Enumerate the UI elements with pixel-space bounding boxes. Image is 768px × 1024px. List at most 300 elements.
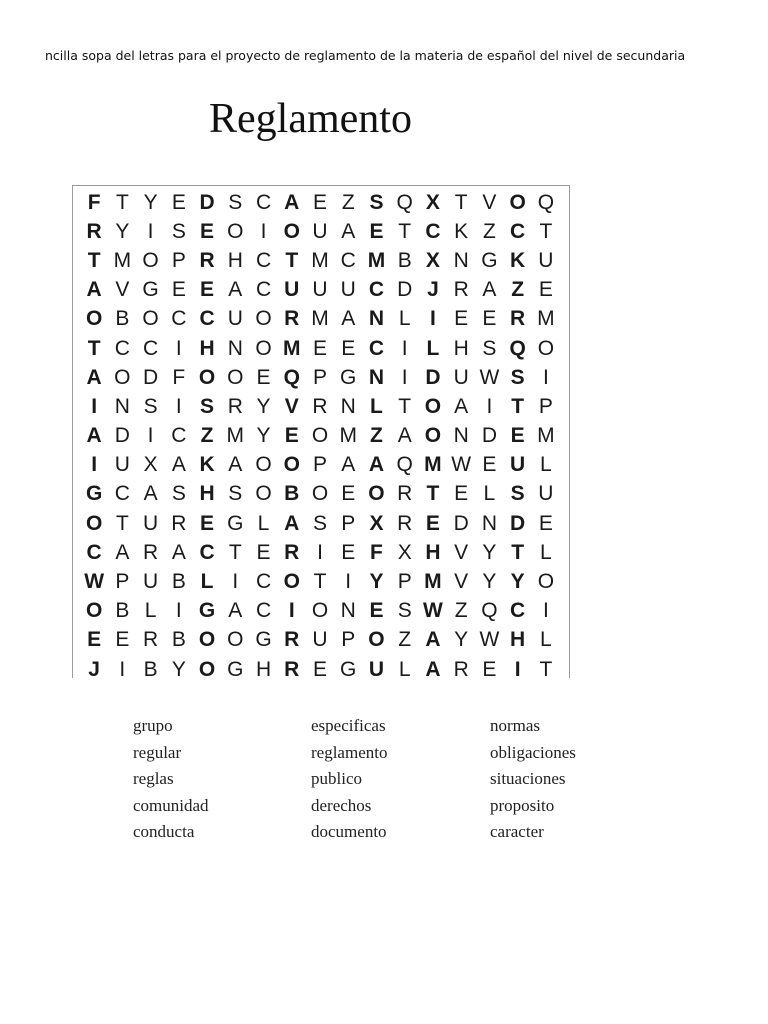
grid-letter: A	[171, 540, 186, 564]
grid-letter: T	[511, 394, 525, 418]
grid-letter: A	[341, 453, 356, 477]
grid-letter: P	[538, 394, 553, 418]
grid-letter: G	[481, 248, 498, 272]
grid-letter: Z	[454, 599, 468, 623]
grid-letter: T	[87, 248, 101, 272]
grid-letter: R	[284, 628, 300, 652]
grid-letter: W	[84, 570, 105, 594]
grid-letter: T	[313, 570, 327, 594]
grid-letter: S	[510, 482, 525, 506]
grid-letter: A	[454, 394, 469, 418]
grid-letter: I	[401, 336, 408, 360]
grid-letter: V	[482, 190, 497, 214]
grid-letter: R	[284, 657, 300, 681]
grid-letter: I	[147, 219, 154, 243]
grid-letter: E	[171, 190, 186, 214]
grid-letter: X	[369, 511, 384, 535]
grid-letter: C	[510, 219, 526, 243]
grid-letter: G	[255, 628, 272, 652]
grid-letter: E	[482, 453, 497, 477]
grid-letter: N	[368, 307, 385, 331]
grid-letter: P	[312, 453, 327, 477]
grid-letter: R	[397, 511, 413, 535]
grid-row	[80, 567, 560, 596]
grid-letter: L	[398, 657, 411, 681]
word-item: reglamento	[311, 742, 388, 762]
word-item: derechos	[311, 795, 372, 815]
grid-letter: O	[311, 599, 329, 623]
grid-letter: R	[171, 511, 187, 535]
grid-letter: X	[425, 190, 440, 214]
grid-letter: Y	[369, 570, 384, 594]
grid-letter: V	[115, 278, 130, 302]
grid-letter: O	[227, 365, 244, 389]
grid-row	[80, 188, 560, 217]
grid-letter: T	[115, 190, 129, 214]
grid-letter: O	[198, 628, 216, 652]
grid-letter: A	[284, 511, 300, 535]
grid-letter: D	[481, 424, 497, 448]
grid-letter: I	[91, 394, 98, 418]
word-item: situaciones	[490, 769, 566, 788]
grid-letter: M	[311, 248, 329, 272]
grid-letter: X	[397, 540, 412, 564]
grid-letter: H	[425, 540, 441, 564]
word-item: publico	[311, 769, 362, 788]
grid-letter: E	[200, 278, 215, 302]
word-item: reglas	[133, 769, 174, 788]
grid-letter: O	[142, 307, 159, 331]
word-item: caracter	[490, 822, 544, 841]
grid-row	[80, 363, 560, 392]
grid-letter: H	[255, 657, 272, 681]
word-item: regular	[133, 742, 182, 762]
grid-letter: P	[341, 511, 356, 535]
grid-letter: Y	[510, 570, 525, 594]
grid-letter: I	[542, 365, 549, 389]
grid-letter: O	[255, 482, 272, 506]
grid-letter: O	[198, 365, 216, 389]
grid-letter: M	[339, 424, 357, 448]
grid-letter: D	[114, 424, 130, 448]
grid-letter: U	[538, 482, 554, 506]
grid-letter: Q	[481, 599, 498, 623]
grid-letter: V	[454, 570, 469, 594]
grid-letter: T	[454, 190, 468, 214]
grid-letter: S	[200, 394, 215, 418]
grid-letter: K	[199, 453, 215, 477]
grid-letter: W	[479, 365, 500, 389]
grid-letter: A	[228, 599, 243, 623]
grid-letter: O	[85, 599, 103, 623]
word-item: comunidad	[133, 795, 209, 815]
word-column-3	[490, 713, 576, 846]
grid-letter: K	[510, 248, 526, 272]
grid-letter: O	[255, 453, 272, 477]
grid-row	[80, 276, 560, 305]
grid-letter: C	[255, 278, 272, 302]
grid-letter: F	[172, 365, 186, 389]
grid-letter: N	[340, 394, 356, 418]
grid-row	[80, 597, 560, 626]
grid-letter: O	[255, 336, 272, 360]
grid-letter: Q	[396, 190, 413, 214]
grid-letter: N	[453, 248, 469, 272]
grid-letter: C	[199, 540, 215, 564]
page-caption: ncilla sopa del letras para el proyecto de reglamento de la materia de español del nivel de secundaria	[45, 48, 686, 63]
word-item: obligaciones	[490, 742, 576, 762]
grid-letter: Z	[370, 424, 383, 448]
grid-letter: L	[426, 336, 440, 360]
grid-letter: X	[425, 248, 440, 272]
grid-letter: H	[199, 336, 215, 360]
grid-letter: A	[86, 278, 102, 302]
grid-letter: A	[228, 278, 243, 302]
grid-letter: C	[340, 248, 356, 272]
grid-letter: O	[311, 424, 329, 448]
grid-letter: W	[423, 599, 443, 623]
grid-letter: C	[255, 570, 272, 594]
grid-letter: E	[200, 511, 215, 535]
grid-letter: C	[255, 190, 272, 214]
grid-letter: A	[425, 628, 441, 652]
grid-letter: G	[85, 482, 103, 506]
grid-letter: T	[398, 394, 412, 418]
grid-letter: L	[540, 628, 552, 652]
grid-letter: O	[255, 307, 272, 331]
grid-letter: A	[397, 424, 412, 448]
grid-letter: J	[427, 278, 439, 302]
grid-letter: B	[284, 482, 300, 506]
grid-letter: B	[143, 657, 158, 681]
grid-letter: T	[426, 482, 440, 506]
word-item: especificas	[311, 716, 386, 735]
grid-letter: S	[171, 219, 186, 243]
grid-letter: E	[341, 336, 356, 360]
grid-letter: Q	[509, 336, 526, 360]
grid-letter: D	[143, 365, 159, 389]
grid-letter: O	[311, 482, 329, 506]
grid-row	[80, 480, 560, 509]
grid-letter: F	[370, 540, 383, 564]
grid-letter: E	[538, 278, 553, 302]
grid-letter: L	[144, 599, 157, 623]
grid-letter: B	[115, 307, 130, 331]
grid-letter: E	[256, 540, 271, 564]
grid-letter: L	[483, 482, 496, 506]
grid-letter: D	[397, 278, 413, 302]
grid-letter: E	[369, 599, 384, 623]
grid-letter: E	[538, 511, 553, 535]
grid-letter: R	[453, 278, 469, 302]
grid-letter: B	[171, 628, 186, 652]
grid-letter: A	[341, 219, 356, 243]
grid-row	[80, 655, 560, 684]
grid-letter: C	[171, 424, 187, 448]
grid-letter: S	[143, 394, 158, 418]
word-item: conducta	[133, 822, 195, 841]
grid-letter: A	[143, 482, 158, 506]
grid-letter: O	[368, 628, 385, 652]
grid-letter: E	[312, 190, 327, 214]
grid-letter: L	[540, 540, 552, 564]
grid-row	[80, 392, 560, 421]
grid-letter: O	[227, 219, 244, 243]
grid-row	[80, 451, 560, 480]
grid-letter: Y	[115, 219, 130, 243]
grid-letter: U	[538, 248, 554, 272]
grid-letter: O	[424, 424, 442, 448]
grid-letter: Z	[398, 628, 412, 652]
grid-letter: R	[453, 657, 469, 681]
grid-letter: I	[119, 657, 126, 681]
grid-letter: I	[401, 365, 408, 389]
grid-letter: U	[340, 278, 356, 302]
grid-letter: Q	[396, 453, 413, 477]
grid-letter: E	[312, 657, 327, 681]
grid-letter: U	[368, 657, 385, 681]
grid-row	[80, 305, 560, 334]
grid-letter: O	[283, 570, 300, 594]
grid-letter: U	[312, 219, 328, 243]
grid-letter: Y	[143, 190, 158, 214]
grid-letter: H	[510, 628, 526, 652]
grid-letter: U	[453, 365, 469, 389]
grid-letter: E	[482, 657, 497, 681]
grid-letter: C	[199, 307, 215, 331]
grid-letter: H	[227, 248, 243, 272]
word-item: grupo	[133, 716, 173, 735]
grid-letter: E	[312, 336, 327, 360]
grid-letter: A	[425, 657, 441, 681]
grid-letter: N	[114, 394, 130, 418]
grid-letter: X	[143, 453, 158, 477]
grid-letter: I	[486, 394, 493, 418]
grid-letter: O	[424, 394, 442, 418]
grid-letter: S	[482, 336, 497, 360]
grid-letter: C	[510, 599, 526, 623]
grid-letter: M	[283, 336, 301, 360]
grid-letter: C	[425, 219, 441, 243]
grid-letter: I	[430, 307, 436, 331]
grid-letter: A	[115, 540, 130, 564]
grid-letter: T	[539, 657, 553, 681]
word-list	[0, 713, 768, 853]
grid-letter: I	[91, 453, 98, 477]
grid-letter: O	[114, 365, 131, 389]
grid-letter: E	[115, 628, 130, 652]
grid-letter: P	[171, 248, 186, 272]
grid-letter: T	[511, 540, 525, 564]
grid-letter: Y	[482, 540, 497, 564]
grid-letter: C	[255, 248, 272, 272]
grid-letter: U	[227, 307, 243, 331]
grid-letter: M	[537, 424, 555, 448]
grid-letter: M	[367, 248, 386, 272]
grid-letter: G	[340, 657, 357, 681]
grid-letter: G	[227, 511, 244, 535]
grid-letter: I	[542, 599, 549, 623]
grid-letter: Q	[537, 190, 555, 214]
word-item: documento	[311, 822, 387, 841]
grid-letter: K	[454, 219, 469, 243]
grid-letter: B	[171, 570, 186, 594]
grid-letter: L	[540, 453, 552, 477]
grid-letter: R	[199, 248, 215, 272]
grid-letter: E	[454, 482, 469, 506]
grid-letter: T	[228, 540, 242, 564]
grid-letter: Z	[200, 424, 214, 448]
grid-letter: B	[397, 248, 412, 272]
grid-letter: S	[397, 599, 412, 623]
grid-letter: P	[341, 628, 356, 652]
grid-row	[80, 334, 560, 363]
grid-letter: I	[345, 570, 352, 594]
grid-letter: T	[398, 219, 412, 243]
grid-letter: L	[257, 511, 270, 535]
grid-letter: I	[147, 424, 154, 448]
grid-letter: L	[370, 394, 383, 418]
grid-letter: I	[514, 657, 521, 681]
grid-letter: P	[312, 365, 327, 389]
grid-letter: U	[143, 511, 159, 535]
grid-row	[80, 538, 560, 567]
word-column-1	[133, 713, 209, 846]
grid-letter: R	[227, 394, 243, 418]
grid-letter: S	[369, 190, 384, 214]
grid-letter: R	[284, 307, 300, 331]
grid-letter: S	[312, 511, 327, 535]
grid-letter: O	[537, 570, 555, 594]
grid-letter: Y	[171, 657, 186, 681]
grid-letter: W	[479, 628, 500, 652]
grid-letter: T	[285, 248, 299, 272]
grid-letter: O	[198, 657, 216, 681]
grid-letter: M	[424, 570, 442, 594]
grid-letter: C	[114, 482, 130, 506]
grid-letter: Z	[341, 190, 355, 214]
grid-letter: M	[113, 248, 132, 272]
word-item: proposito	[490, 795, 555, 815]
grid-letter: E	[87, 628, 102, 652]
grid-letter: P	[397, 570, 412, 594]
grid-letter: E	[425, 511, 440, 535]
grid-letter: O	[509, 190, 526, 214]
grid-letter: C	[368, 278, 385, 302]
grid-letter: P	[115, 570, 130, 594]
grid-letter: A	[228, 453, 243, 477]
grid-letter: F	[87, 190, 101, 214]
grid-letter: O	[85, 307, 103, 331]
grid-letter: I	[317, 540, 323, 564]
grid-letter: S	[228, 482, 243, 506]
grid-letter: N	[453, 424, 469, 448]
grid-letter: E	[341, 482, 356, 506]
grid-letter: O	[283, 453, 300, 477]
grid-letter: O	[368, 482, 385, 506]
grid-letter: G	[198, 599, 216, 623]
grid-letter: I	[175, 336, 182, 360]
grid-letter: R	[510, 307, 526, 331]
grid-letter: B	[115, 599, 130, 623]
grid-letter: E	[256, 365, 271, 389]
grid-letter: R	[86, 219, 102, 243]
grid-letter: I	[260, 219, 267, 243]
grid-letter: U	[312, 278, 328, 302]
grid-letter: Z	[482, 219, 496, 243]
grid-letter: O	[227, 628, 244, 652]
grid-letter: A	[284, 190, 300, 214]
grid-letter: H	[453, 336, 469, 360]
grid-letter: G	[227, 657, 244, 681]
grid-letter: U	[312, 628, 328, 652]
grid-row	[80, 626, 560, 655]
grid-letter: U	[284, 278, 300, 302]
grid-letter: O	[283, 219, 300, 243]
grid-letter: N	[340, 599, 356, 623]
grid-letter: T	[539, 219, 553, 243]
grid-letter: N	[368, 365, 385, 389]
grid-letter: E	[510, 424, 525, 448]
grid-letter: D	[510, 511, 526, 535]
grid-letter: R	[143, 628, 159, 652]
grid-letter: N	[481, 511, 497, 535]
grid-letter: A	[341, 307, 356, 331]
grid-letter: R	[143, 540, 159, 564]
grid-letter: S	[171, 482, 186, 506]
grid-letter: R	[284, 540, 300, 564]
grid-letter: Z	[511, 278, 525, 302]
grid-letter: G	[142, 278, 159, 302]
grid-letter: L	[200, 570, 214, 594]
grid-letter: V	[284, 394, 299, 418]
grid-letter: L	[398, 307, 411, 331]
grid-letter: S	[510, 365, 525, 389]
grid-letter: A	[368, 453, 385, 477]
grid-letter: E	[341, 540, 356, 564]
grid-row	[80, 509, 560, 538]
grid-letter: A	[171, 453, 186, 477]
grid-letter: C	[368, 336, 385, 360]
puzzle-title: Reglamento	[209, 96, 412, 142]
grid-letter: Q	[283, 365, 300, 389]
grid-letter: H	[199, 482, 215, 506]
grid-letter: A	[86, 365, 102, 389]
grid-letter: R	[397, 482, 413, 506]
grid-letter: C	[171, 307, 187, 331]
grid-letter: D	[425, 365, 441, 389]
grid-letter: T	[87, 336, 101, 360]
grid-letter: U	[143, 570, 159, 594]
grid-letter: C	[114, 336, 130, 360]
grid-letter: E	[200, 219, 215, 243]
grid-letter: I	[232, 570, 239, 594]
grid-letter: I	[288, 599, 295, 623]
grid-letter: E	[454, 307, 469, 331]
grid-letter: Y	[256, 424, 271, 448]
grid-row	[80, 422, 560, 451]
grid-letter: R	[312, 394, 328, 418]
grid-letter: C	[86, 540, 102, 564]
grid-row	[80, 246, 560, 275]
grid-letter: D	[199, 190, 215, 214]
grid-letter: U	[510, 453, 526, 477]
grid-letter: D	[453, 511, 469, 535]
grid-letter: M	[537, 307, 555, 331]
grid-letter: V	[454, 540, 469, 564]
grid-letter: A	[482, 278, 497, 302]
grid-letter: E	[482, 307, 497, 331]
